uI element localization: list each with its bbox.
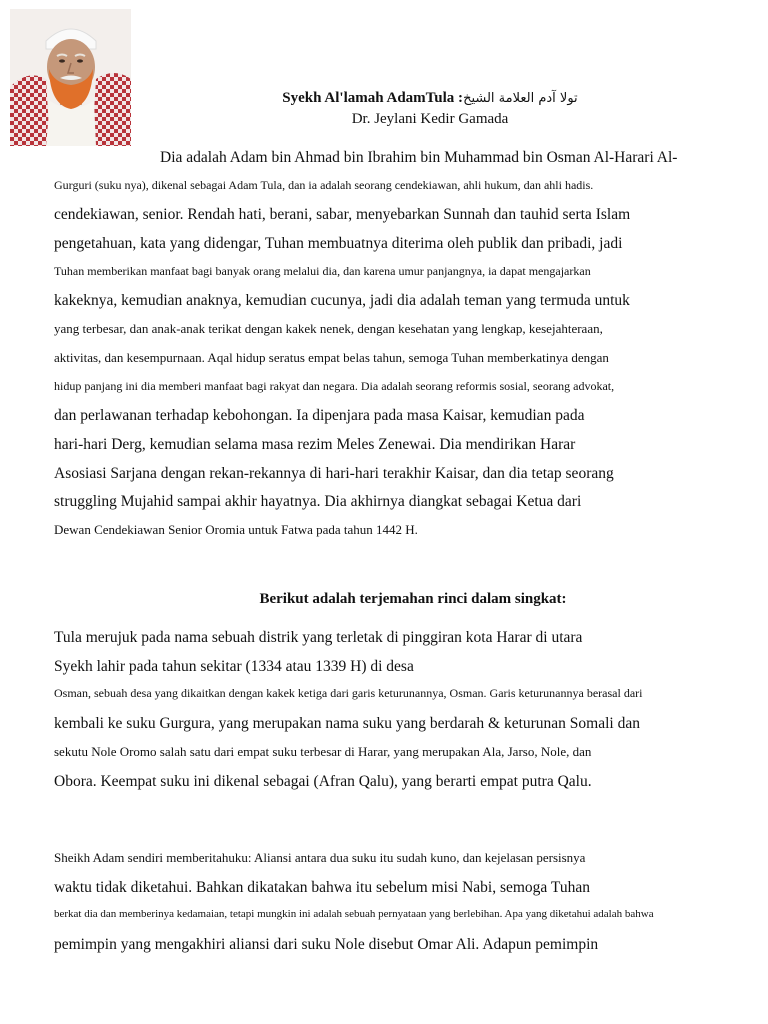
paragraph-line: struggling Mujahid sampai akhir hayatnya. Dia akhirnya diangkat sebagai Ketua dari — [54, 493, 582, 510]
paragraph-line: Tula merujuk pada nama sebuah distrik yang terletak di pinggiran kota Harar di utara — [54, 629, 583, 646]
title-latin: Syekh Al'lamah AdamTula : — [282, 90, 464, 106]
section-heading: Berikut adalah terjemahan rinci dalam singkat: — [259, 591, 567, 607]
paragraph-line: dan perlawanan terhadap kebohongan. Ia dipenjara pada masa Kaisar, kemudian pada — [54, 407, 585, 424]
paragraph-line: kembali ke suku Gurgura, yang merupakan nama suku yang berdarah & keturunan Somali dan — [54, 715, 640, 732]
paragraph-line: Osman, sebuah desa yang dikaitkan dengan kakek ketiga dari garis keturunannya, Osman. Garis keturunannya berasal dari — [54, 686, 643, 700]
paragraph-line: berkat dia dan memberinya kedamaian, tetapi mungkin ini adalah sebuah pernyataan yang berlebihan. Apa yang diketahui adalah bahwa — [54, 908, 654, 920]
paragraph-line: Dia adalah Adam bin Ahmad bin Ibrahim bin Muhammad bin Osman Al-Harari Al- — [160, 149, 678, 166]
paragraph-line: waktu tidak diketahui. Bahkan dikatakan bahwa itu sebelum misi Nabi, semoga Tuhan — [54, 879, 590, 896]
paragraph-line: hari-hari Derg, kemudian selama masa rezim Meles Zenewai. Dia mendirikan Harar — [54, 436, 576, 453]
paragraph-line: Gurguri (suku nya), dikenal sebagai Adam Tula, dan ia adalah seorang cendekiawan, ahli hukum, dan ahli hadis. — [54, 178, 594, 192]
paragraph-line: Dewan Cendekiawan Senior Oromia untuk Fatwa pada tahun 1442 H. — [54, 522, 418, 537]
paragraph-line: pengetahuan, kata yang didengar, Tuhan membuatnya diterima oleh publik dan pribadi, jadi — [54, 235, 623, 252]
paragraph-line: hidup panjang ini dia memberi manfaat bagi rakyat dan negara. Dia adalah seorang reformis sosial, seorang advokat, — [54, 379, 615, 393]
paragraph-line: Asosiasi Sarjana dengan rekan-rekannya di hari-hari terakhir Kaisar, dan dia tetap seorang — [54, 465, 614, 482]
paragraph-line: cendekiawan, senior. Rendah hati, berani, sabar, menyebarkan Sunnah dan tauhid serta Islam — [54, 206, 631, 223]
document-author: Dr. Jeylani Kedir Gamada — [351, 111, 509, 127]
document-header — [130, 88, 730, 129]
portrait-illustration — [10, 9, 131, 146]
paragraph-line: Syekh lahir pada tahun sekitar (1334 atau 1339 H) di desa — [54, 658, 414, 675]
paragraph-line: sekutu Nole Oromo salah satu dari empat suku terbesar di Harar, yang merupakan Ala, Jarso, Nole, dan — [54, 744, 592, 759]
paragraph-line: aktivitas, dan kesempurnaan. Aqal hidup seratus empat belas tahun, semoga Tuhan memberkatinya dengan — [54, 350, 609, 365]
paragraph-line: kakeknya, kemudian anaknya, kemudian cucunya, jadi dia adalah teman yang termuda untuk — [54, 292, 630, 309]
paragraph-line: pemimpin yang mengakhiri aliansi dari suku Nole disebut Omar Ali. Adapun pemimpin — [54, 936, 599, 953]
paragraph-line: Obora. Keempat suku ini dikenal sebagai (Afran Qalu), yang berarti empat putra Qalu. — [54, 773, 592, 790]
paragraph-line: Sheikh Adam sendiri memberitahuku: Aliansi antara dua suku itu sudah kuno, dan kejelasan persisnya — [54, 850, 586, 865]
portrait-photo — [10, 9, 131, 146]
paragraph-line: yang terbesar, dan anak-anak terikat dengan kakek nenek, dengan kesehatan yang lengkap, kesejahteraan, — [54, 321, 603, 336]
document-title — [130, 88, 730, 109]
paragraph-line: Tuhan memberikan manfaat bagi banyak orang melalui dia, dan karena umur panjangnya, ia dapat mengajarkan — [54, 264, 591, 278]
title-arabic: تولا آدم العلامة الشيخ — [463, 91, 578, 106]
